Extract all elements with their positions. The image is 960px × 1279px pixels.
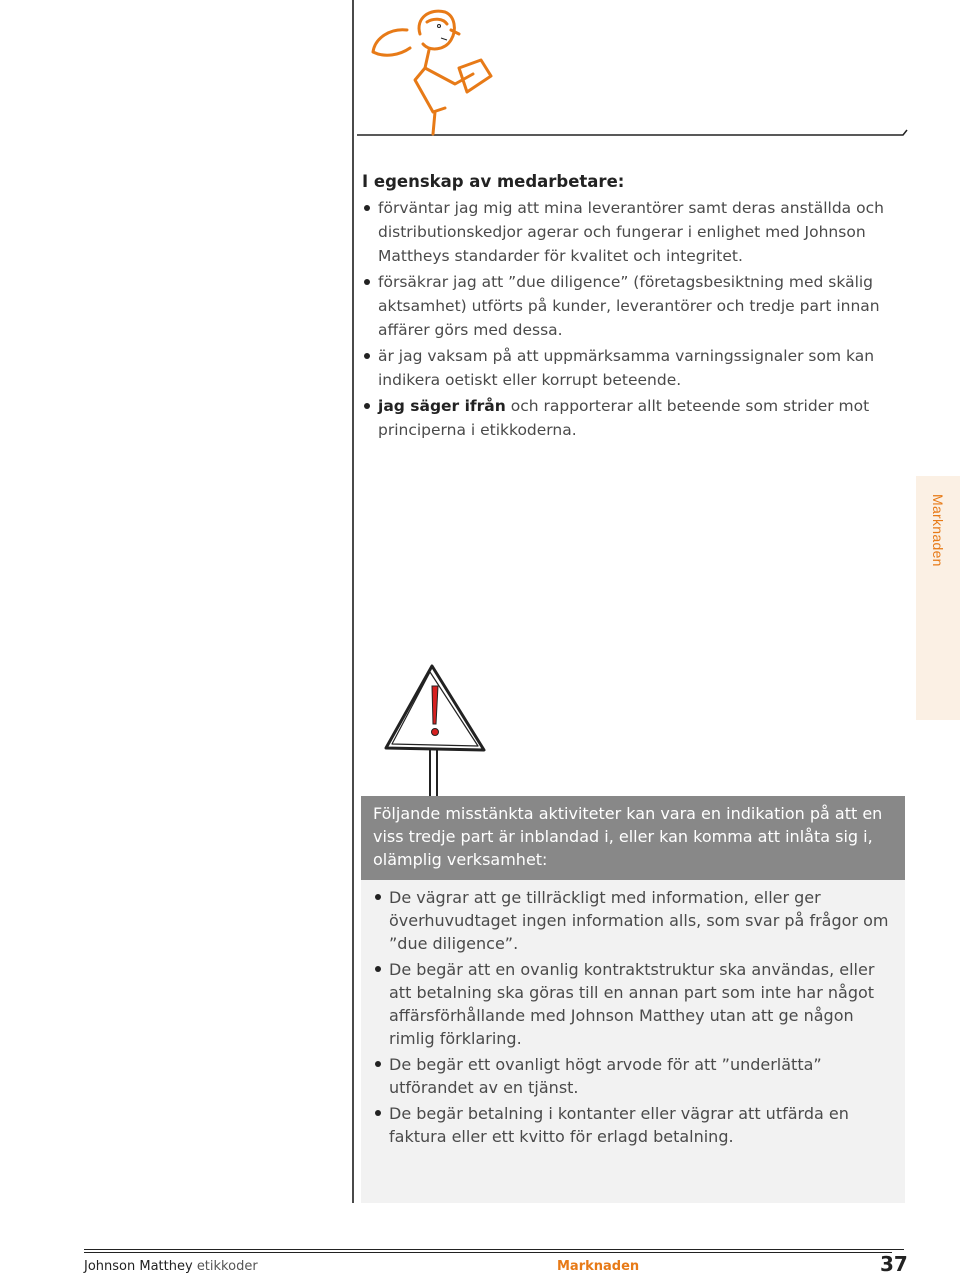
warning-signals-list bbox=[373, 886, 893, 1151]
footer-rule bbox=[84, 1252, 892, 1253]
list-item: försäkrar jag att ”due diligence” (företagsbesiktning med skälig aktsamhet) utförts på kunder, leverantörer och tredje part innan affärer görs med dessa. bbox=[362, 270, 902, 342]
emphasis-text: jag säger ifrån bbox=[378, 397, 506, 415]
list-item: är jag vaksam på att uppmärksamma varningssignaler som kan indikera oetiskt eller korrupt beteende. bbox=[362, 344, 902, 392]
bullet-icon bbox=[375, 1110, 381, 1116]
footer-document-name bbox=[84, 1259, 258, 1274]
list-item: jag säger ifrån och rapporterar allt beteende som strider mot principerna i etikkoderna. bbox=[362, 394, 902, 442]
bullet-icon bbox=[364, 279, 370, 285]
list-item: De begär att en ovanlig kontraktstruktur ska användas, eller att betalning ska göras till en annan part som inte har något affärsförhållande med Johnson Matthey utan att ge någon rimlig förklaring. bbox=[373, 958, 893, 1050]
employee-responsibilities bbox=[362, 170, 902, 444]
footer-section: Marknaden bbox=[557, 1259, 640, 1274]
list-item: De vägrar att ge tillräckligt med information, eller ger överhuvudtaget ingen information alls, som svar på frågor om ”due diligence”. bbox=[373, 886, 893, 955]
page-divider-line bbox=[352, 0, 354, 1203]
warning-box-title: Följande misstänkta aktiviteter kan vara en indikation på att en viss tredje part är inblandad i, eller kan komma att inlåta sig i, olämplig verksamhet: bbox=[373, 804, 883, 869]
bullet-icon bbox=[364, 353, 370, 359]
footer-company: Johnson Matthey bbox=[84, 1259, 193, 1274]
bullet-icon bbox=[375, 1061, 381, 1067]
list-item: De begär ett ovanligt högt arvode för att ”underlätta” utförandet av en tjänst. bbox=[373, 1053, 893, 1099]
bullet-icon bbox=[375, 894, 381, 900]
warning-sign-icon bbox=[380, 660, 490, 800]
person-reading-illustration bbox=[355, 0, 915, 150]
bullet-icon bbox=[364, 403, 370, 409]
bullet-icon bbox=[375, 966, 381, 972]
page-number: 37 bbox=[880, 1252, 908, 1276]
footer-doc-title: etikkoder bbox=[196, 1259, 258, 1274]
list-item: förväntar jag mig att mina leverantörer samt deras anställda och distributionskedjor agerar och fungerar i enlighet med Johnson Mattheys standarder för kvalitet och integritet. bbox=[362, 196, 902, 268]
side-tab-label: Marknaden bbox=[930, 494, 946, 567]
section-heading: I egenskap av medarbetare: bbox=[362, 172, 625, 191]
list-item: De begär betalning i kontanter eller vägrar att utfärda en faktura eller ett kvitto för erlagd betalning. bbox=[373, 1102, 893, 1148]
footer-rule bbox=[84, 1249, 904, 1250]
bullet-icon bbox=[364, 205, 370, 211]
